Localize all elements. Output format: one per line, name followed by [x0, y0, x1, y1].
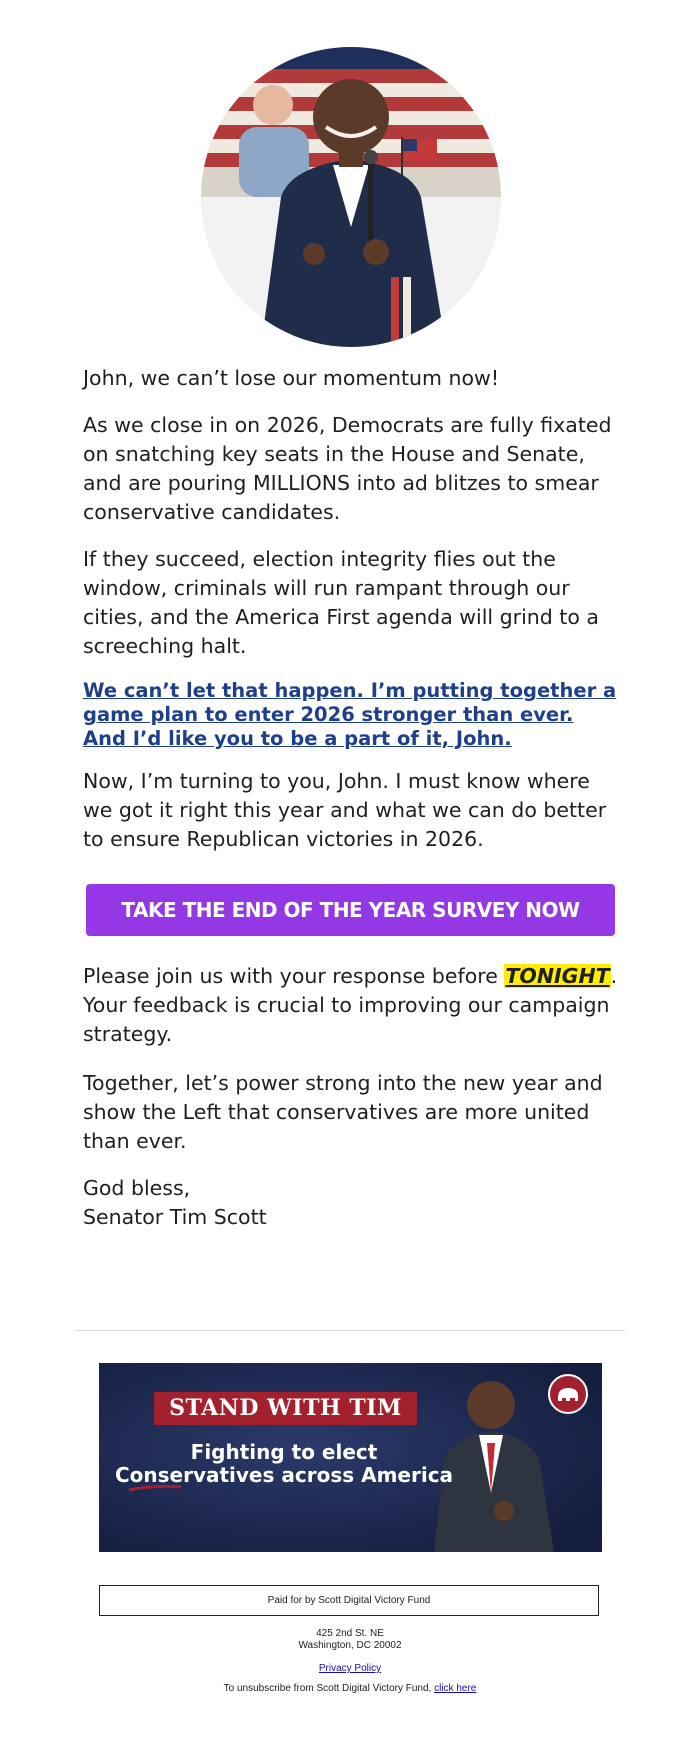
- signature-name: Senator Tim Scott: [83, 1205, 267, 1229]
- banner-headline-1: Fighting to elect: [190, 1440, 378, 1464]
- paragraph-deadline: [83, 962, 623, 1049]
- unsubscribe-text: To unsubscribe from Scott Digital Victory Fund,: [223, 1683, 435, 1694]
- section-divider: [75, 1330, 625, 1331]
- address-line-2: Washington, DC 20002: [298, 1640, 402, 1651]
- paragraph-turning-to-you: Now, I’m turning to you, John. I must know where we got it right this year and what we can do better to ensure Republican victories in 2026.: [83, 769, 607, 851]
- tonight-highlight: TONIGHT: [505, 964, 610, 988]
- unsubscribe-link[interactable]: click here: [434, 1683, 477, 1694]
- paragraph-together: Together, let’s power strong into the new year and show the Left that conservatives are more united than ever.: [83, 1071, 603, 1153]
- banner-tag: STAND WITH TIM: [154, 1392, 417, 1425]
- stand-with-tim-banner[interactable]: [99, 1363, 602, 1552]
- take-survey-button[interactable]: TAKE THE END OF THE YEAR SURVEY NOW: [86, 884, 615, 936]
- paid-for-disclaimer: Paid for by Scott Digital Victory Fund: [99, 1585, 599, 1616]
- privacy-row: [0, 1663, 700, 1675]
- address-line-1: 425 2nd St. NE: [316, 1628, 384, 1639]
- gop-elephant-icon: [548, 1374, 588, 1414]
- paragraph-integrity: If they succeed, election integrity flies out the window, criminals will run rampant through our cities, and the America First agenda will grind to a screeching halt.: [83, 547, 599, 658]
- hero-photo: [201, 47, 501, 347]
- greeting-text: John, we can’t lose our momentum now!: [83, 366, 500, 390]
- signoff-text: God bless,: [83, 1176, 191, 1200]
- paragraph-democrats: As we close in on 2026, Democrats are fully fixated on snatching key seats in the House and Senate, and are pouring MILLIONS into ad blitzes to smear conservative candidates.: [83, 413, 612, 524]
- signature-block: [83, 1174, 623, 1232]
- deadline-text-before: Please join us with your response before: [83, 964, 505, 988]
- deadline-text-after: . Your feedback is crucial to improving our campaign strategy.: [83, 964, 618, 1046]
- unsubscribe-row: [0, 1683, 700, 1695]
- privacy-policy-link[interactable]: Privacy Policy: [318, 1663, 382, 1674]
- game-plan-link[interactable]: We can’t let that happen. I’m putting together a game plan to enter 2026 stronger than ever. And I’d like you to be a part of it, John.: [83, 679, 617, 750]
- banner-headline-2: Conservatives across America: [114, 1463, 454, 1487]
